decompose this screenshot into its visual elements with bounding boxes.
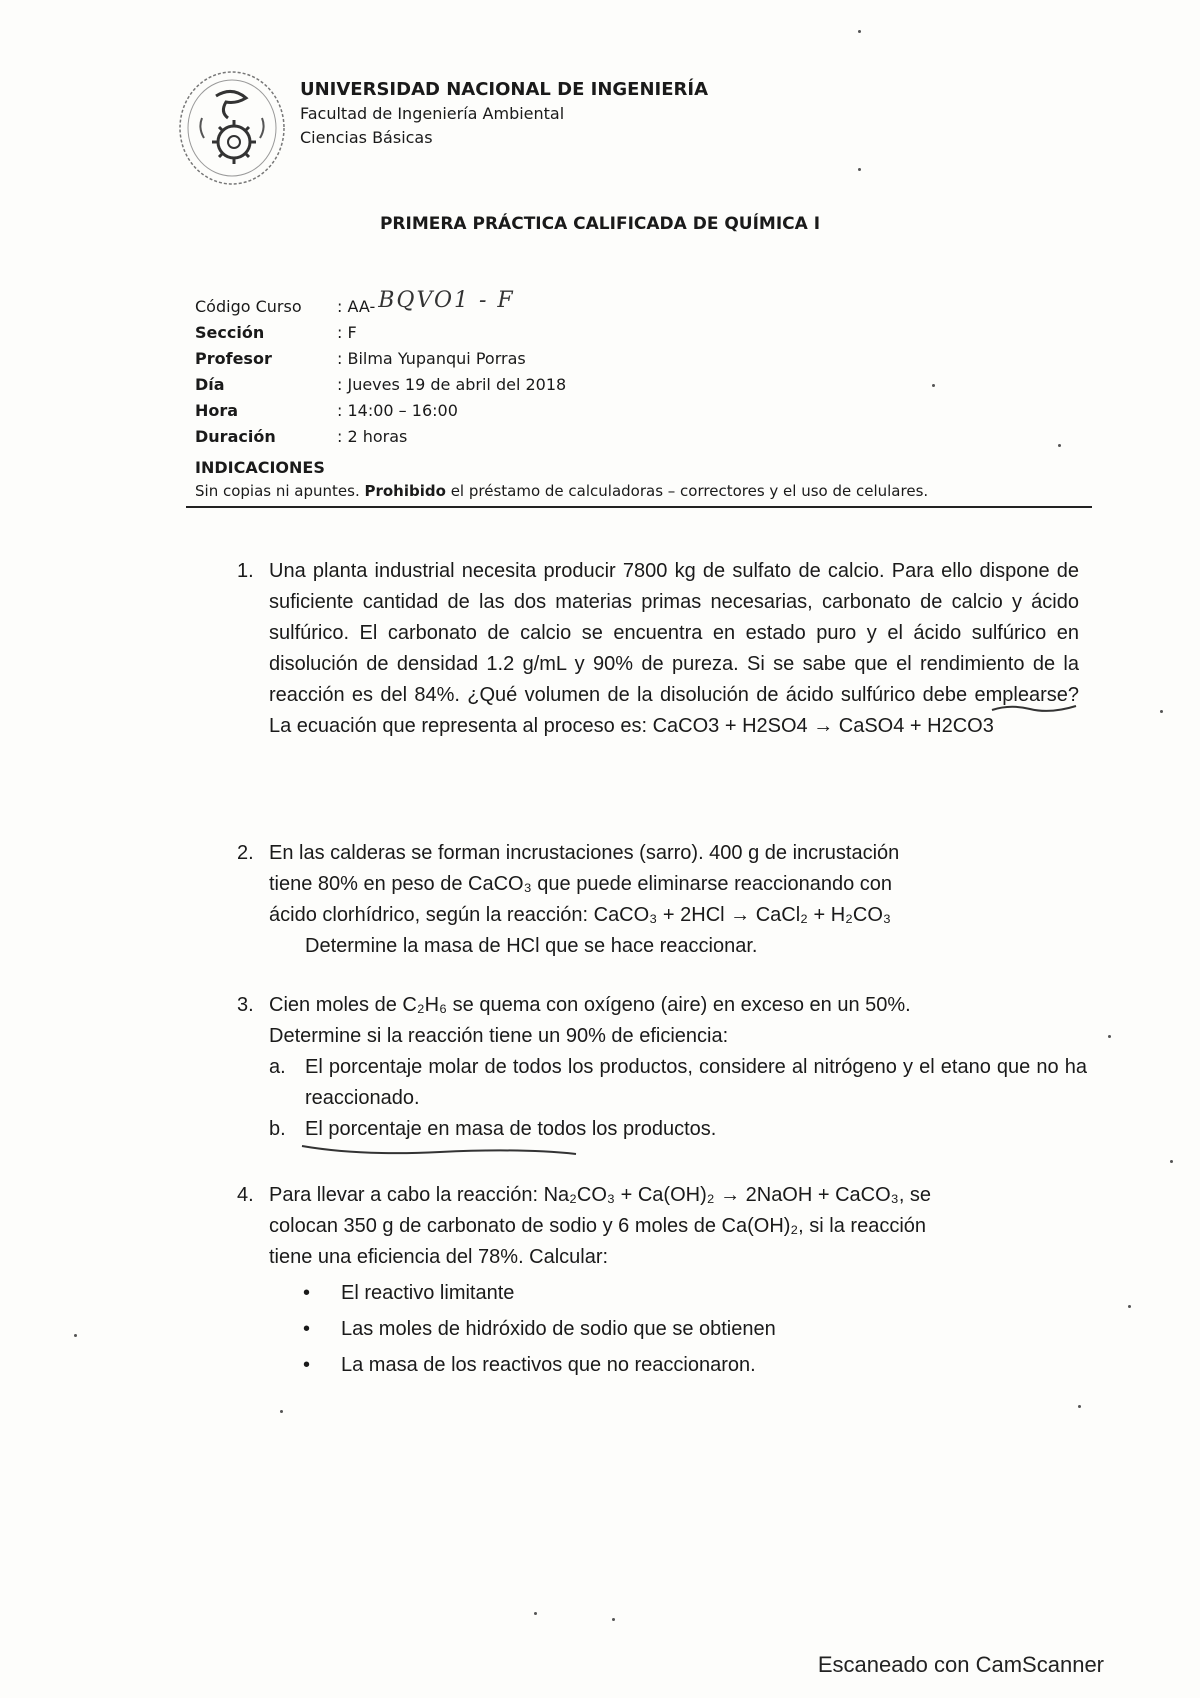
indicaciones-text-b: Prohibido [364,482,446,500]
bullet-icon: • [303,1282,311,1304]
codigo-label: Código Curso [195,297,302,316]
question-2 [237,838,1087,962]
question-4-bullet-2-text: Las moles de hidróxido de sodio que se obtienen [341,1318,776,1340]
profesor-label: Profesor [195,349,272,368]
bullet-icon: • [303,1354,311,1376]
question-2-line-4: Determine la masa de HCl que se hace reaccionar. [305,935,758,957]
info-row-duracion [195,424,566,450]
course-info [195,288,567,450]
question-2-line-3: ácido clorhídrico, según la reacción: CaCO₃ + 2HCl → CaCl₂ + H₂CO₃ [269,904,892,926]
question-4-bullet-3-text: La masa de los reactivos que no reaccionaron. [341,1354,756,1376]
seccion-value: : F [337,323,357,342]
question-4-number: 4. [237,1184,254,1206]
question-2-number: 2. [237,842,254,864]
pen-underline-mark [300,1140,580,1160]
question-4-bullet-3 [303,1350,1087,1381]
question-3-line-2: Determine si la reacción tiene un 90% de eficiencia: [269,1025,729,1047]
seccion-label: Sección [195,323,265,342]
page-title: PRIMERA PRÁCTICA CALIFICADA DE QUÍMICA I [379,214,821,234]
question-4-bullet-2 [303,1314,1087,1345]
question-3-item-b-mark: b. [269,1118,286,1140]
codigo-handwritten: BQVO1 - F [378,288,515,313]
dia-label: Día [195,375,225,394]
question-3 [237,990,1087,1145]
indicaciones-text [195,482,928,500]
faculty-name: Facultad de Ingeniería Ambiental [300,104,565,123]
question-4 [237,1180,1087,1381]
hora-value: : 14:00 – 16:00 [337,401,458,420]
question-3-number: 3. [237,994,254,1016]
duracion-value: : 2 horas [337,427,408,446]
department-name: Ciencias Básicas [300,128,433,147]
question-4-line-2: colocan 350 g de carbonato de sodio y 6 moles de Ca(OH)₂, si la reacción [269,1215,927,1237]
university-seal-icon [176,68,288,188]
question-2-line-2: tiene 80% en peso de CaCO₃ que puede eliminarse reaccionando con [269,873,892,895]
question-4-line-3: tiene una eficiencia del 78%. Calcular: [269,1246,609,1268]
profesor-value: : Bilma Yupanqui Porras [337,349,526,368]
info-row-hora [195,398,566,424]
info-row-seccion [195,320,566,346]
info-row-codigo [195,288,566,320]
institution-header [300,78,708,150]
question-1-text: Una planta industrial necesita producir 7800 kg de sulfato de calcio. Para ello dispone de suficiente cantidad de las dos materias primas necesarias, carbonato de calcio y ácido sulfúrico. El carbonato de calcio se encuentra en estado puro y el ácido sulfúrico en disolución de densidad 1.2 g/mL y 90% de pureza. Si se sabe que el rendimiento de la reacción es del 84%. ¿Qué volumen de la disolución de ácido sulfúrico debe emplearse? La ecuación que representa al proceso es: CaCO3 + H2SO4 → CaSO4 + H2CO3 [269,560,1079,737]
question-4-line-1: Para llevar a cabo la reacción: Na₂CO₃ + Ca(OH)₂ → 2NaOH + CaCO₃, se [269,1184,932,1206]
hora-label: Hora [195,401,239,420]
question-3-item-b-text: El porcentaje en masa de todos los productos. [305,1118,717,1140]
question-2-line-1: En las calderas se forman incrustaciones (sarro). 400 g de incrustación [269,842,900,864]
pen-underline-mark [990,700,1080,716]
university-name: UNIVERSIDAD NACIONAL DE INGENIERÍA [300,79,709,100]
question-4-bullet-1-text: El reactivo limitante [341,1282,515,1304]
question-3-item-a-mark: a. [269,1056,286,1078]
info-row-profesor [195,346,566,372]
question-3-line-1: Cien moles de C₂H₆ se quema con oxígeno (aire) en exceso en un 50%. [269,994,911,1016]
question-3-item-a-text: El porcentaje molar de todos los productos, considere al nitrógeno y el etano que no ha reaccionado. [305,1056,1087,1109]
indicaciones-heading: INDICACIONES [195,458,325,477]
question-1-number: 1. [237,560,254,582]
codigo-value: : AA- [337,297,376,316]
duracion-label: Duración [195,427,276,446]
question-4-bullet-1 [303,1278,1087,1309]
bullet-icon: • [303,1318,311,1340]
info-row-dia [195,372,566,398]
indicaciones-text-a: Sin copias ni apuntes. [195,482,365,500]
header-divider [186,506,1092,508]
indicaciones-text-c: el préstamo de calculadoras – correctores y el uso de celulares. [445,482,929,500]
question-3-item-a [269,1052,1087,1114]
dia-value: : Jueves 19 de abril del 2018 [337,375,567,394]
camscanner-watermark: Escaneado con CamScanner [817,1652,1104,1677]
question-1 [237,556,1079,742]
